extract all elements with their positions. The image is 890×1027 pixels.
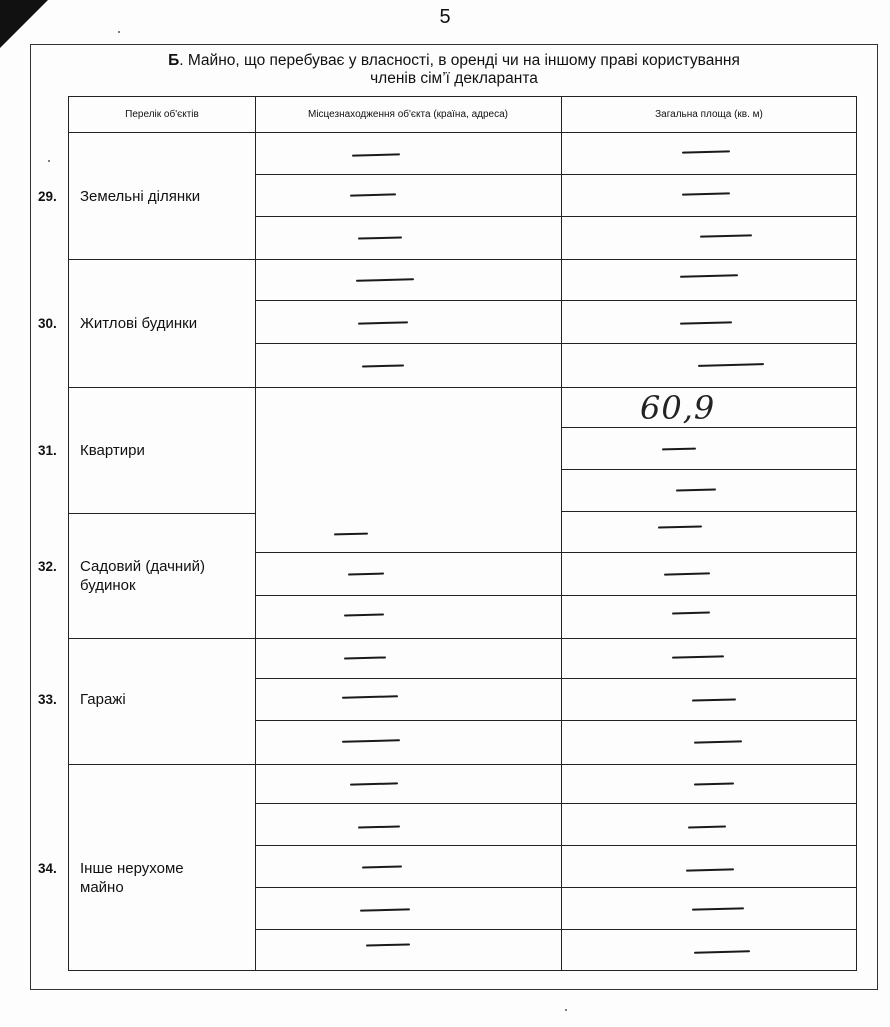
row-label-apartments: Квартири — [80, 442, 145, 459]
sub-row-line — [255, 887, 857, 888]
row-label-houses: Житлові будинки — [80, 315, 198, 332]
grid-line — [255, 97, 256, 970]
row-label-other-property: Інше нерухоме майно — [80, 860, 184, 896]
section-heading — [30, 52, 878, 88]
row-number: 29. — [38, 189, 57, 204]
row-number: 31. — [38, 443, 57, 458]
grid-line — [561, 97, 562, 970]
sub-row-line — [255, 343, 857, 344]
sub-row-line — [255, 552, 857, 553]
handwritten-apartment-area: 60,9 — [640, 389, 716, 427]
row-separator — [69, 764, 857, 765]
row-number: 30. — [38, 316, 57, 331]
sub-row-line — [255, 845, 857, 846]
row-separator — [69, 513, 255, 514]
sub-row-line — [561, 469, 857, 470]
scan-speck — [565, 1009, 567, 1011]
column-header-area: Загальна площа (кв. м) — [561, 97, 857, 133]
sub-row-line — [255, 720, 857, 721]
scan-speck — [118, 31, 120, 33]
sub-row-line — [255, 678, 857, 679]
row-separator — [69, 259, 857, 260]
sub-row-line — [561, 511, 857, 512]
row-separator — [69, 638, 857, 639]
section-letter: Б — [168, 52, 180, 69]
sub-row-line — [255, 803, 857, 804]
row-label-country-house: Садовий (дачний) будинок — [80, 558, 205, 594]
row-number: 34. — [38, 861, 57, 876]
sub-row-line — [255, 300, 857, 301]
column-header-location: Місцезнаходження об'єкта (країна, адреса) — [255, 97, 561, 133]
row-separator — [69, 387, 857, 388]
heading-line-1: . Майно, що перебуває у власності, в оренді чи на іншому праві користування — [179, 52, 740, 69]
heading-line-2: членів сім’ї декларанта — [370, 70, 538, 87]
sub-row-line — [255, 174, 857, 175]
scan-speck — [48, 160, 50, 162]
sub-row-line — [255, 595, 857, 596]
row-label-land-plots: Земельні ділянки — [80, 188, 201, 205]
column-header-objects: Перелік об'єктів — [69, 97, 255, 133]
row-number: 33. — [38, 692, 57, 707]
page-number: 5 — [439, 6, 451, 28]
row-label-garages: Гаражі — [80, 691, 126, 708]
sub-row-line — [255, 929, 857, 930]
sub-row-line — [255, 216, 857, 217]
sub-row-line — [561, 427, 857, 428]
property-table — [68, 96, 857, 971]
row-number: 32. — [38, 559, 57, 574]
